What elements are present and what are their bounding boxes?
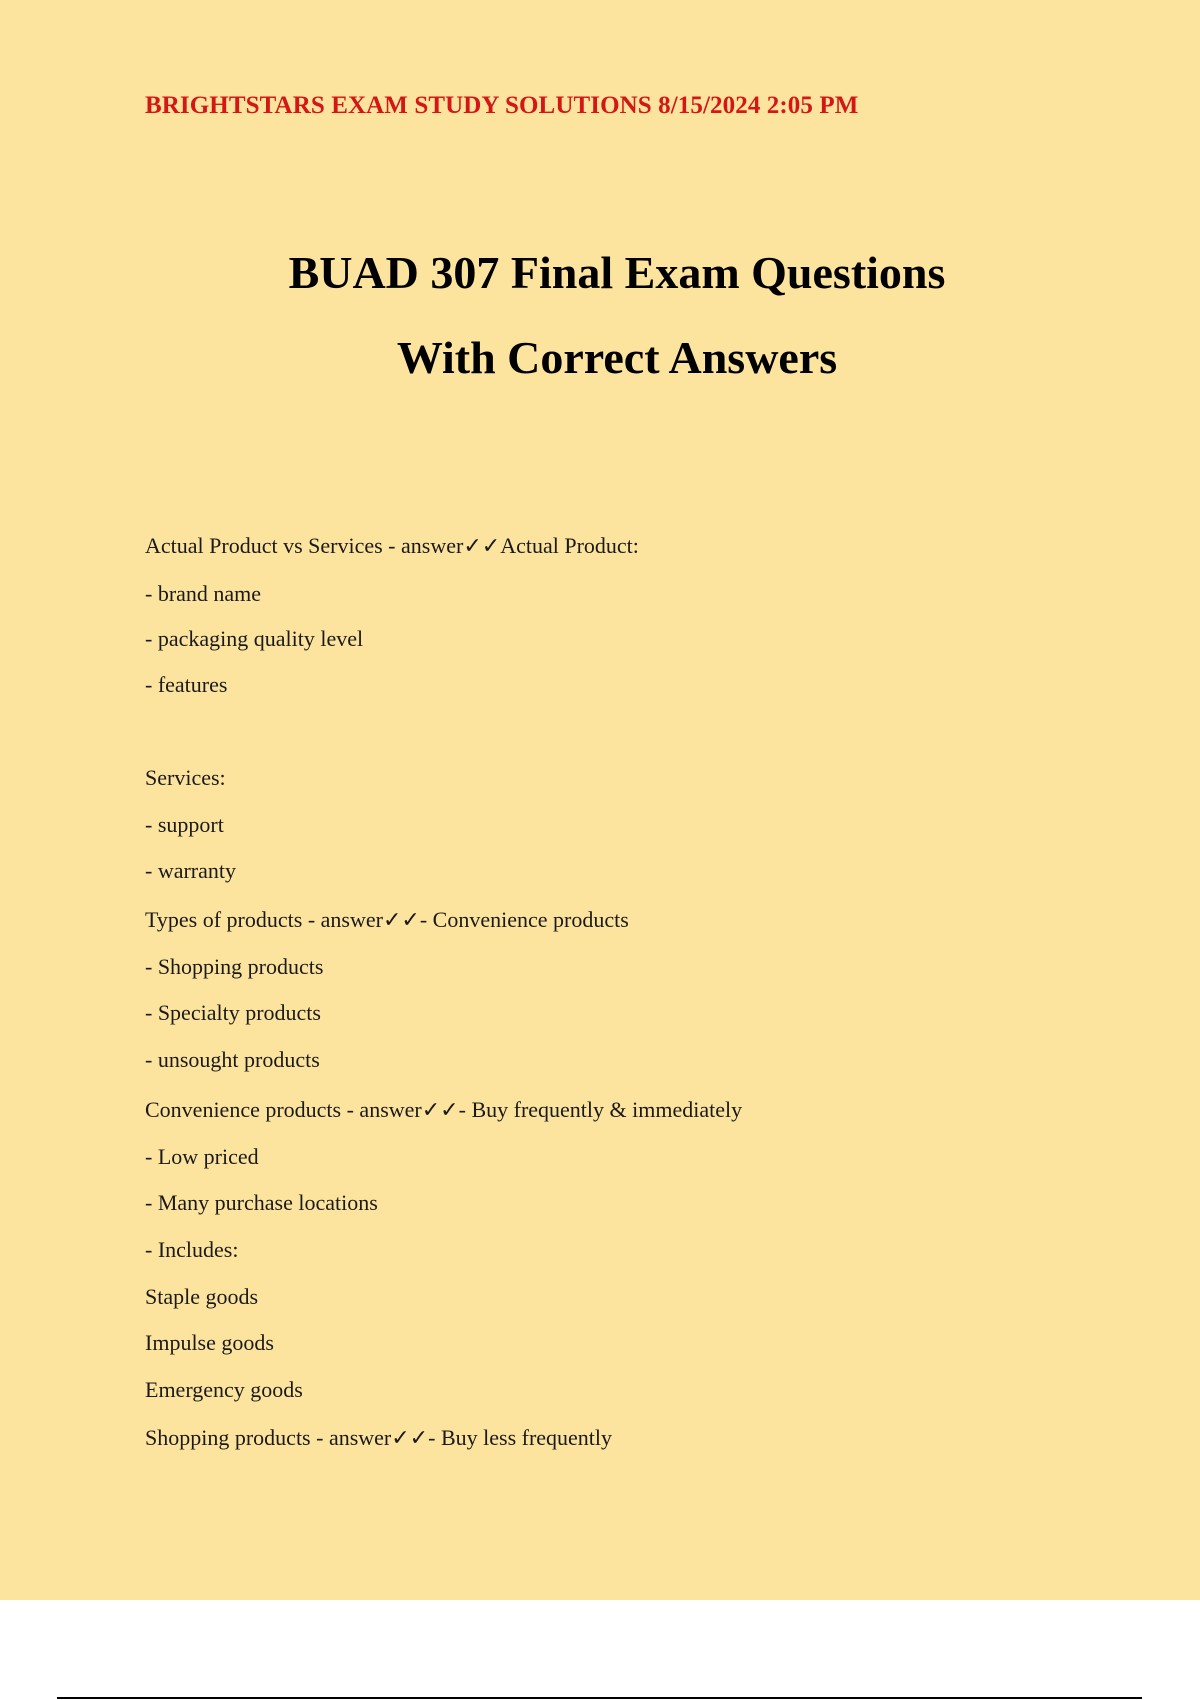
question-1	[145, 533, 639, 560]
document-title-line-1: BUAD 307 Final Exam Questions	[288, 247, 946, 298]
answer-line: Impulse goods	[145, 1330, 274, 1355]
document-header: BRIGHTSTARS EXAM STUDY SOLUTIONS 8/15/2024 2:05 PM	[145, 92, 859, 119]
answer-3-text: - Buy frequently & immediately	[458, 1097, 743, 1122]
answer-line: - unsought products	[145, 1047, 320, 1072]
answer-line: - Low priced	[145, 1144, 259, 1169]
checkmark-icon: ✓✓	[421, 1098, 459, 1123]
answer-line: Staple goods	[145, 1284, 259, 1309]
answer-4-text: - Buy less frequently	[428, 1425, 613, 1450]
answer-line: Emergency goods	[145, 1377, 303, 1402]
question-4	[145, 1425, 612, 1452]
answer-line: - warranty	[145, 858, 237, 883]
answer-1-text: Actual Product:	[500, 533, 639, 558]
checkmark-icon: ✓✓	[382, 908, 420, 933]
answer-line: - features	[145, 672, 228, 697]
answer-line: Services:	[145, 765, 226, 790]
question-2-text: Types of products - answer	[145, 907, 383, 932]
answer-2-text: - Convenience products	[419, 907, 629, 932]
question-3-text: Convenience products - answer	[145, 1097, 422, 1122]
answer-line: - Many purchase locations	[145, 1190, 378, 1215]
page-divider	[57, 1697, 1142, 1699]
answer-line: - Shopping products	[145, 954, 324, 979]
answer-line: - brand name	[145, 581, 262, 606]
question-4-text: Shopping products - answer	[145, 1425, 392, 1450]
answer-line: - Includes:	[145, 1237, 239, 1262]
answer-line: - support	[145, 812, 224, 837]
answer-line: - Specialty products	[145, 1000, 321, 1025]
checkmark-icon: ✓✓	[463, 534, 501, 559]
question-1-text: Actual Product vs Services - answer	[145, 533, 464, 558]
checkmark-icon: ✓✓	[391, 1426, 429, 1451]
answer-line: - packaging quality level	[145, 626, 364, 651]
document-title-line-2: With Correct Answers	[396, 332, 838, 383]
question-2	[145, 907, 629, 934]
question-3	[145, 1097, 742, 1124]
